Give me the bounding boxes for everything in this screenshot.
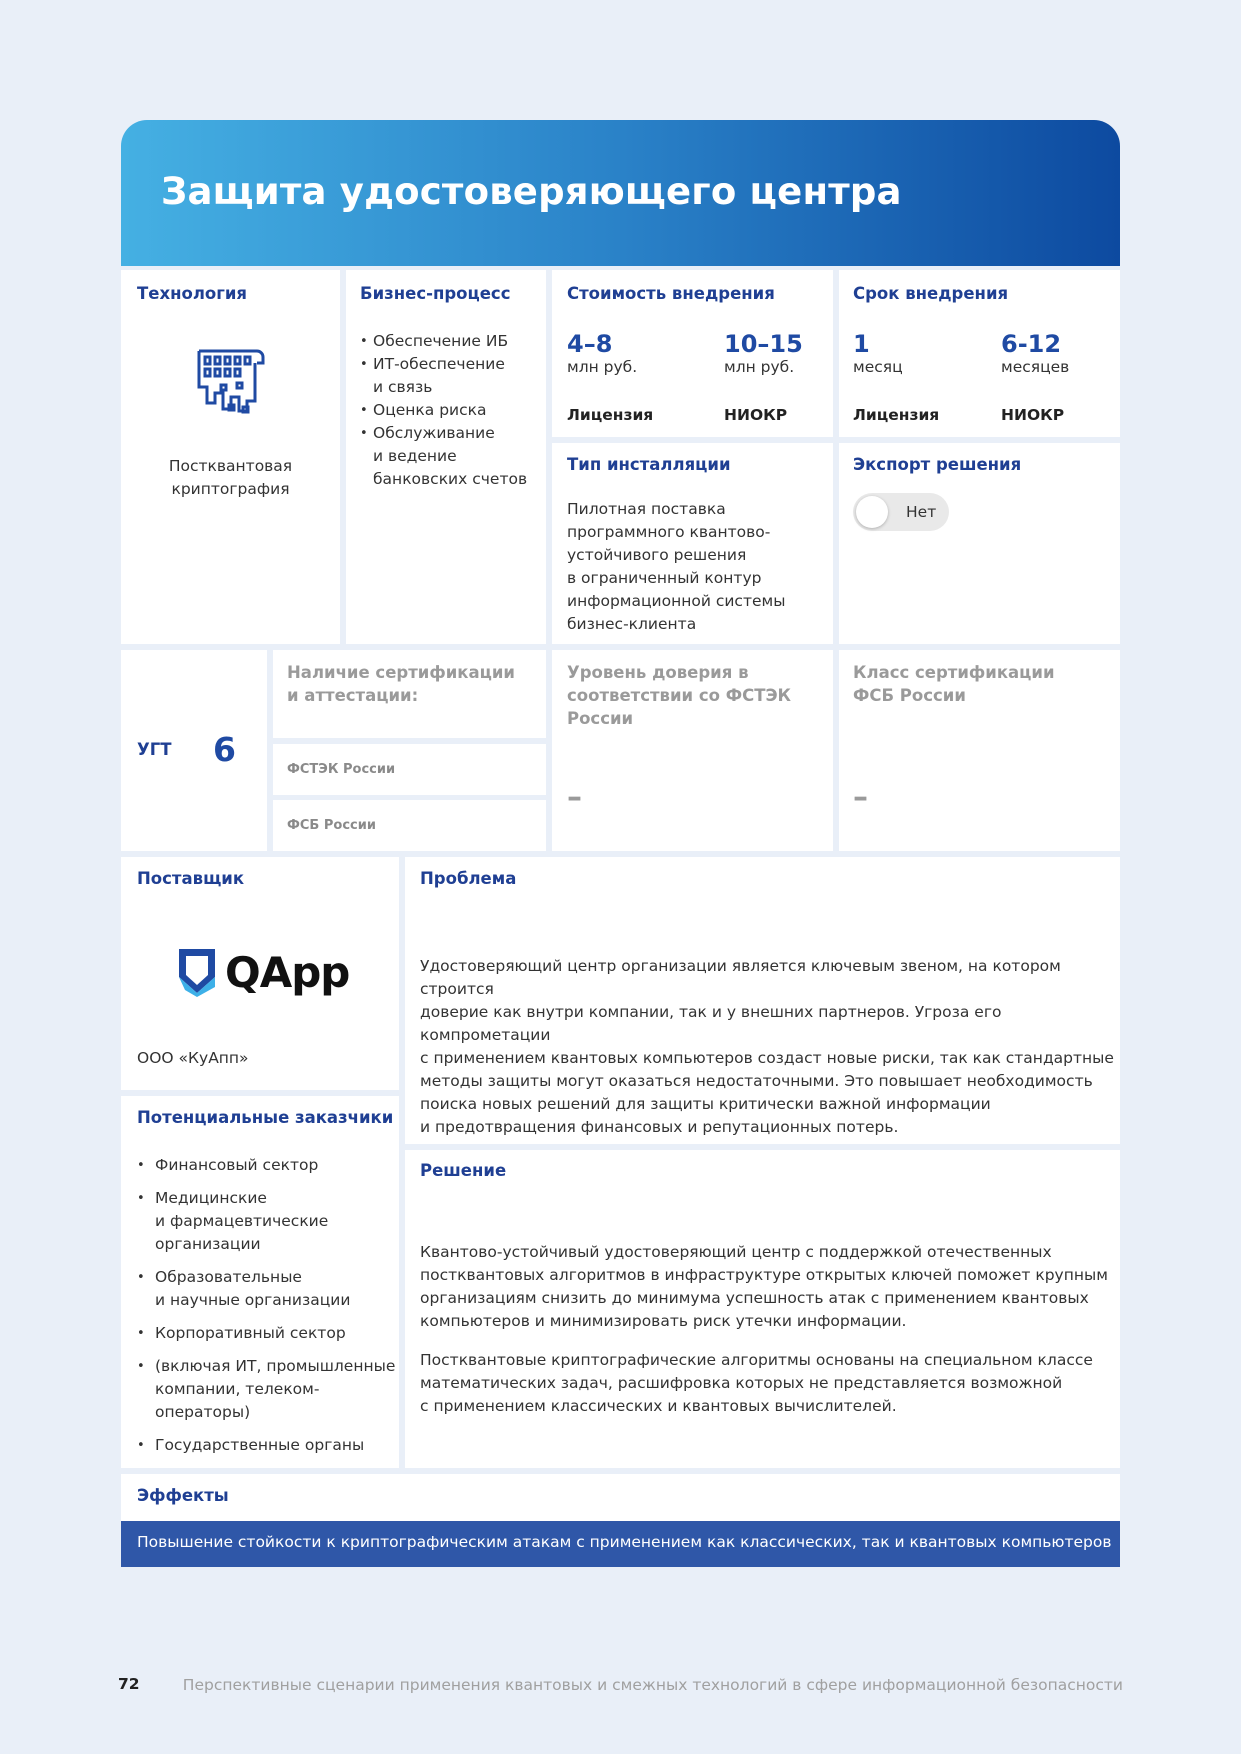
export-title: Экспорт решения [853, 455, 1022, 474]
list-item: • Финансовый сектор [137, 1154, 395, 1177]
supplier-logo [177, 947, 349, 997]
supplier-logo-text: QApp [225, 947, 350, 997]
trust-level-cell [552, 650, 833, 851]
page-title: Защита удостоверяющего центра [161, 170, 902, 213]
business-process-list [360, 330, 527, 491]
certs-title-cell [273, 650, 546, 738]
page-number: 72 [118, 1675, 140, 1693]
cert-fsb-cell [273, 800, 546, 851]
customers-cell [121, 1096, 399, 1468]
list-item: • Оценка риска [360, 399, 527, 422]
cert-fstek: ФСТЭК России [287, 762, 396, 777]
export-toggle[interactable] [853, 493, 949, 531]
solution-cell [405, 1150, 1120, 1468]
scenario-card [121, 120, 1120, 266]
cost-title: Стоимость внедрения [567, 284, 775, 303]
cost-license-label: Лицензия [567, 406, 654, 424]
business-process-cell [346, 270, 546, 644]
list-item: • Медицинские и фармацевтические организации [137, 1187, 395, 1256]
list-item: • Государственные органы [137, 1434, 395, 1457]
footer-text: Перспективные сценарии применения квантовых и смежных технологий в сфере информационной безопасности [182, 1676, 1123, 1694]
technology-name: Постквантовая криптография [168, 457, 293, 498]
certs-title: Наличие сертификации и аттестации: [287, 663, 515, 705]
term-license-label: Лицензия [853, 406, 940, 424]
ugt-value: 6 [213, 730, 236, 769]
cert-fsb: ФСБ России [287, 818, 376, 833]
list-item: • (включая ИТ, промышленные компании, телеком- операторы) [137, 1355, 395, 1424]
quantum-chip-icon [195, 345, 269, 417]
export-cell [839, 443, 1120, 644]
ugt-label: УГТ [137, 740, 172, 759]
term-rnd-label: НИОКР [1001, 406, 1065, 424]
supplier-title: Поставщик [137, 869, 245, 888]
customers-list [137, 1154, 395, 1467]
list-item: • Корпоративный сектор [137, 1322, 395, 1345]
term-rnd: 6-12 месяцев [1001, 330, 1070, 376]
cert-fstek-cell [273, 744, 546, 795]
toggle-knob [856, 496, 888, 528]
solution-text: Квантово-устойчивый удостоверяющий центр с поддержкой отечественных постквантовых алгоритмов в инфраструктуре открытых ключей поможет крупным организациям снизить до минимума успешность атак с применением квантовых компьютеров и минимизировать риск утечки информации. Постквантовые криптографические алгоритмы основаны на специальном классе математических задач, расшифровка которых не представляется возможной с применением классических и квантовых вычислителей. [420, 1243, 1108, 1415]
technology-cell [121, 270, 340, 644]
term-cell [839, 270, 1120, 437]
solution-title: Решение [420, 1161, 507, 1180]
shield-logo-icon [177, 947, 217, 997]
list-item: • Образовательные и научные организации [137, 1266, 395, 1312]
cost-rnd-label: НИОКР [724, 406, 788, 424]
install-type-title: Тип инсталляции [567, 455, 731, 474]
problem-text: Удостоверяющий центр организации является ключевым звеном, на котором строится доверие как внутри компании, так и у внешних партнеров. Угроза его компрометации с применением квантовых компьютеров создаст новые риски, так как стандартные методы защиты могут оказаться недостаточными. Это повышает необходимость поиска новых решений для защиты критически важной информации и предотвращения финансовых и репутационных потерь. [420, 957, 1114, 1136]
cost-license: 4–8 млн руб. [567, 330, 638, 376]
problem-title: Проблема [420, 869, 517, 888]
list-item: • ИТ-обеспечение и связь [360, 353, 527, 399]
install-type-cell [552, 443, 833, 644]
list-item: • Обеспечение ИБ [360, 330, 527, 353]
install-type-text: Пилотная поставка программного квантово- устойчивого решения в ограниченный контур информационной системы бизнес-клиента [567, 500, 786, 633]
trust-level-title: Уровень доверия в соответствии со ФСТЭК России [567, 663, 792, 728]
effects-cell [121, 1474, 1120, 1521]
supplier-name: ООО «КуАпп» [137, 1049, 249, 1067]
business-process-title: Бизнес-процесс [360, 284, 511, 303]
technology-title: Технология [137, 284, 248, 303]
cost-cell [552, 270, 833, 437]
card-header [121, 120, 1120, 266]
customers-title: Потенциальные заказчики [137, 1108, 394, 1127]
problem-cell [405, 857, 1120, 1144]
trust-level-value: – [567, 780, 582, 815]
effects-text: Повышение стойкости к криптографическим атакам с применением как классических, так и квантовых компьютеров [121, 1521, 1120, 1567]
supplier-cell [121, 857, 399, 1090]
fsb-class-title: Класс сертификации ФСБ России [853, 663, 1055, 705]
fsb-class-value: – [853, 780, 868, 815]
ugt-cell [121, 650, 267, 851]
export-value: Нет [906, 503, 937, 521]
term-title: Срок внедрения [853, 284, 1009, 303]
effects-title: Эффекты [137, 1486, 229, 1505]
term-license: 1 месяц [853, 330, 903, 376]
cost-rnd: 10–15 млн руб. [724, 330, 803, 376]
fsb-class-cell [839, 650, 1120, 851]
list-item: • Обслуживание и ведение банковских счетов [360, 422, 527, 491]
